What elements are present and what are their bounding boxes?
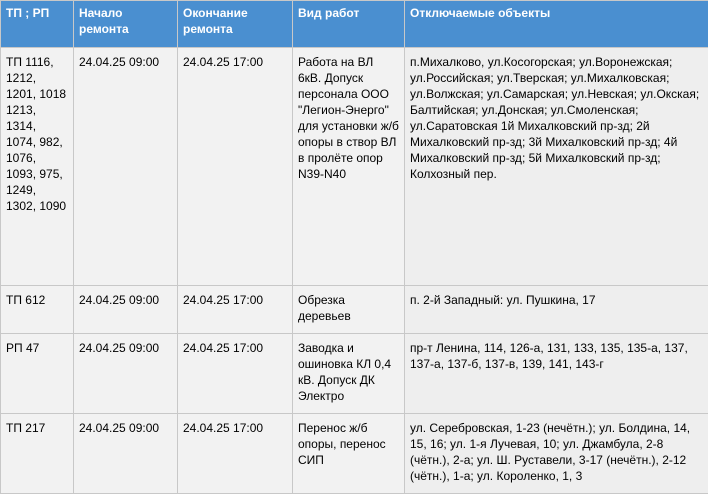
cell-start: 24.04.25 09:00 — [74, 414, 178, 494]
cell-work: Работа на ВЛ 6кВ. Допуск персонала ООО "Легион-Энерго" для установки ж/б опоры в створ ВЛ в пролёте опор N39-N40 — [293, 48, 405, 286]
cell-objects: ул. Серебровская, 1-23 (нечётн.); ул. Болдина, 14, 15, 16; ул. 1-я Лучевая, 10; ул. Джамбула, 2-8 (чётн.), 2-а; ул. Ш. Руставели, 3-17 (нечётн.), 2-12 (чётн.), 1-а; ул. Короленко, 1, 3 — [405, 414, 708, 494]
cell-objects: п.Михалково, ул.Косогорская; ул.Воронежская; ул.Российская; ул.Тверская; ул.Михалковская; ул.Волжская; ул.Самарская; ул.Невская; ул.Окская; Балтийская; ул.Донская; ул.Смоленская; ул.Саратовская 1й Михалковский пр-зд; 2й Михалковский пр-зд; 3й Михалковский пр-зд; 4й Михалковский пр-зд; 5й Михалковский пр-зд; Колхозный пер. — [405, 48, 708, 286]
cell-work: Обрезка деревьев — [293, 286, 405, 334]
cell-end: 24.04.25 17:00 — [178, 286, 293, 334]
cell-start: 24.04.25 09:00 — [74, 286, 178, 334]
header-tp: ТП ; РП — [1, 1, 74, 48]
cell-tp: ТП 217 — [1, 414, 74, 494]
cell-objects: п. 2-й Западный: ул. Пушкина, 17 — [405, 286, 708, 334]
header-work: Вид работ — [293, 1, 405, 48]
cell-work: Перенос ж/б опоры, перенос СИП — [293, 414, 405, 494]
cell-work: Заводка и ошиновка КЛ 0,4 кВ. Допуск ДК Электро — [293, 334, 405, 414]
table-row — [1, 286, 708, 334]
cell-end: 24.04.25 17:00 — [178, 414, 293, 494]
cell-start: 24.04.25 09:00 — [74, 334, 178, 414]
header-objects: Отключаемые объекты — [405, 1, 708, 48]
cell-objects: пр-т Ленина, 114, 126-а, 131, 133, 135, 135-а, 137, 137-а, 137-б, 137-в, 139, 141, 143-г — [405, 334, 708, 414]
table-row — [1, 414, 708, 494]
cell-end: 24.04.25 17:00 — [178, 48, 293, 286]
table-row — [1, 48, 708, 286]
header-start: Начало ремонта — [74, 1, 178, 48]
table-row — [1, 334, 708, 414]
cell-tp: ТП 612 — [1, 286, 74, 334]
header-row — [1, 1, 708, 48]
header-end: Окончание ремонта — [178, 1, 293, 48]
cell-tp: РП 47 — [1, 334, 74, 414]
cell-end: 24.04.25 17:00 — [178, 334, 293, 414]
cell-tp: ТП 1116, 1212, 1201, 1018 1213, 1314, 1074, 982, 1076, 1093, 975, 1249, 1302, 1090 — [1, 48, 74, 286]
cell-start: 24.04.25 09:00 — [74, 48, 178, 286]
